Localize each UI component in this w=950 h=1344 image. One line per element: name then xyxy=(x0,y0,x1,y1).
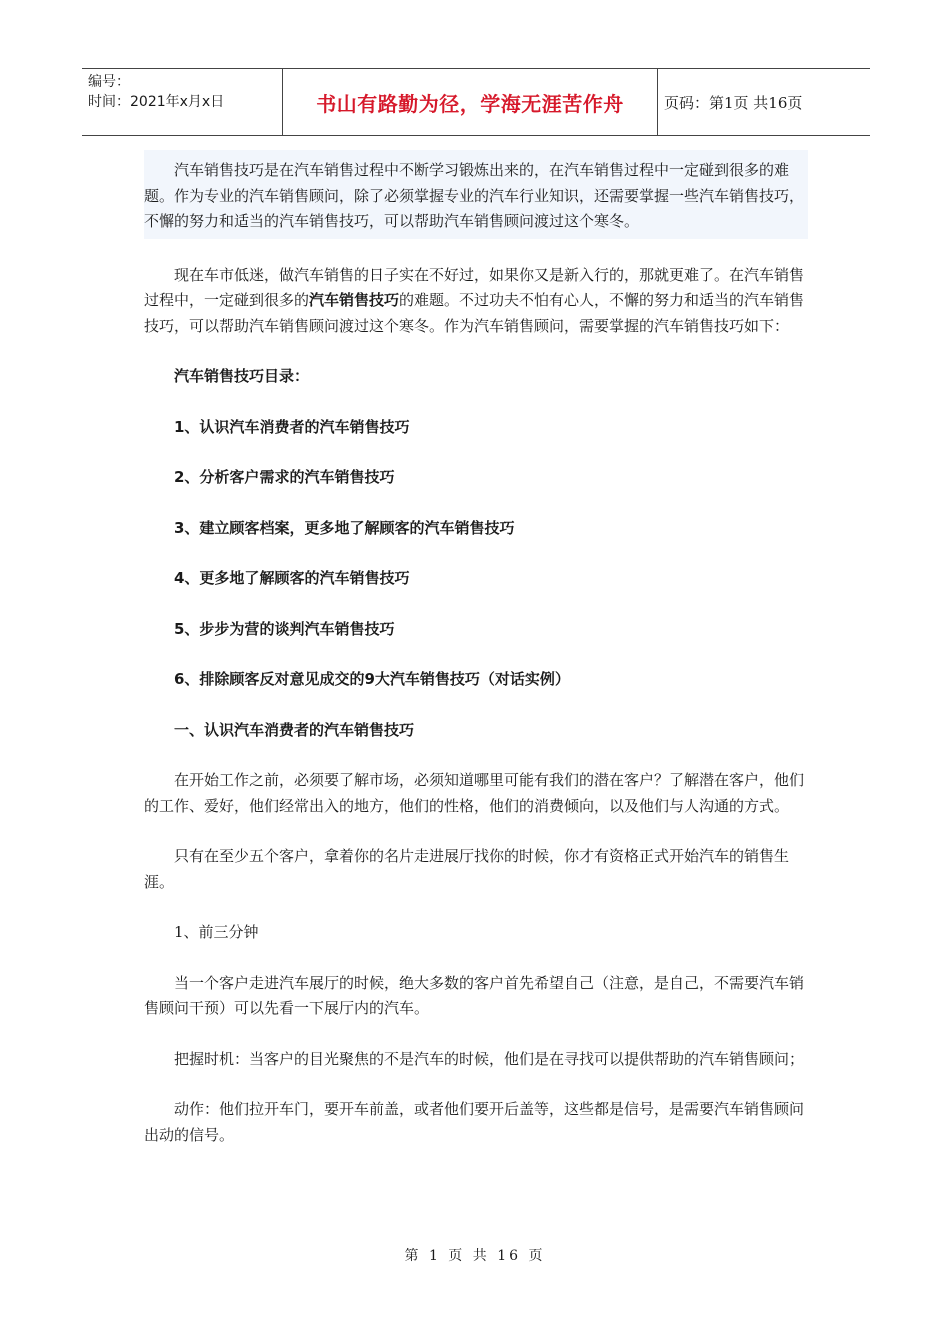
paragraph-4: 当一个客户走进汽车展厅的时候，绝大多数的客户首先希望自己（注意，是自己，不需要汽车销售顾问干预）可以先看一下展厅内的汽车。 xyxy=(144,973,805,1017)
paragraph-5: 把握时机：当客户的目光聚焦的不是汽车的时候，他们是在寻找可以提供帮助的汽车销售顾问； xyxy=(174,1049,805,1068)
header-motto-cell xyxy=(282,69,658,135)
document-header xyxy=(82,68,870,136)
document-body xyxy=(144,150,808,1173)
paragraph-6: 动作：他们拉开车门，要开车前盖，或者他们要开后盖等，这些都是信号，是需要汽车销售顾问出动的信号。 xyxy=(144,1100,805,1144)
paragraph-1 xyxy=(144,263,808,340)
section-1-title: 一、认识汽车消费者的汽车销售技巧 xyxy=(174,720,415,739)
header-page-info: 页码：第1页 共16页 xyxy=(664,93,803,112)
toc-item: 4、更多地了解顾客的汽车销售技巧 xyxy=(174,569,410,587)
paragraph-1-part-a: 现在车市低迷，做汽车销售的日子实在不好过，如果你又是新入行的，那就更难了。在汽车销售过程中，一定碰到很多的 xyxy=(144,265,805,309)
toc-title: 汽车销售技巧目录： xyxy=(174,367,310,385)
paragraph-1-bold-term: 汽车销售技巧 xyxy=(309,291,400,309)
intro-paragraph: 汽车销售技巧是在汽车销售过程中不断学习锻炼出来的，在汽车销售过程中一定碰到很多的难题。作为专业的汽车销售顾问，除了必须掌握专业的汽车行业知识，还需要掌握一些汽车销售技巧，不懈的努力和适当的汽车销售技巧，可以帮助汽车销售顾问渡过这个寒冬。 xyxy=(144,150,808,239)
toc-item: 6、排除顾客反对意见成交的9大汽车销售技巧（对话实例） xyxy=(174,670,570,688)
header-meta xyxy=(82,69,282,135)
header-motto: 书山有路勤为径，学海无涯苦作舟 xyxy=(316,91,624,116)
time-label: 时间：2021年x月x日 xyxy=(88,94,225,110)
page-footer: 第 1 页 共 16 页 xyxy=(404,1248,546,1264)
toc-item: 3、建立顾客档案，更多地了解顾客的汽车销售技巧 xyxy=(174,518,515,537)
number-label: 编号： xyxy=(88,74,130,90)
toc-item: 1、认识汽车消费者的汽车销售技巧 xyxy=(174,417,410,436)
toc-item: 2、分析客户需求的汽车销售技巧 xyxy=(174,468,395,486)
paragraph-2: 在开始工作之前，必须要了解市场，必须知道哪里可能有我们的潜在客户？了解潜在客户，他们的工作、爱好，他们经常出入的地方，他们的性格，他们的消费倾向，以及他们与人沟通的方式。 xyxy=(144,771,805,815)
paragraph-3: 只有在至少五个客户，拿着你的名片走进展厅找你的时候，你才有资格正式开始汽车的销售生涯。 xyxy=(144,847,790,891)
toc-item: 5、步步为营的谈判汽车销售技巧 xyxy=(174,619,395,638)
subheading-1: 1、前三分钟 xyxy=(174,923,259,941)
paragraph-1-part-b: 的难题。不过功夫不怕有心人，不懈的努力和适当的汽车销售技巧，可以帮助汽车销售顾问渡过这个寒冬。作为汽车销售顾问，需要掌握的汽车销售技巧如下： xyxy=(144,291,805,335)
